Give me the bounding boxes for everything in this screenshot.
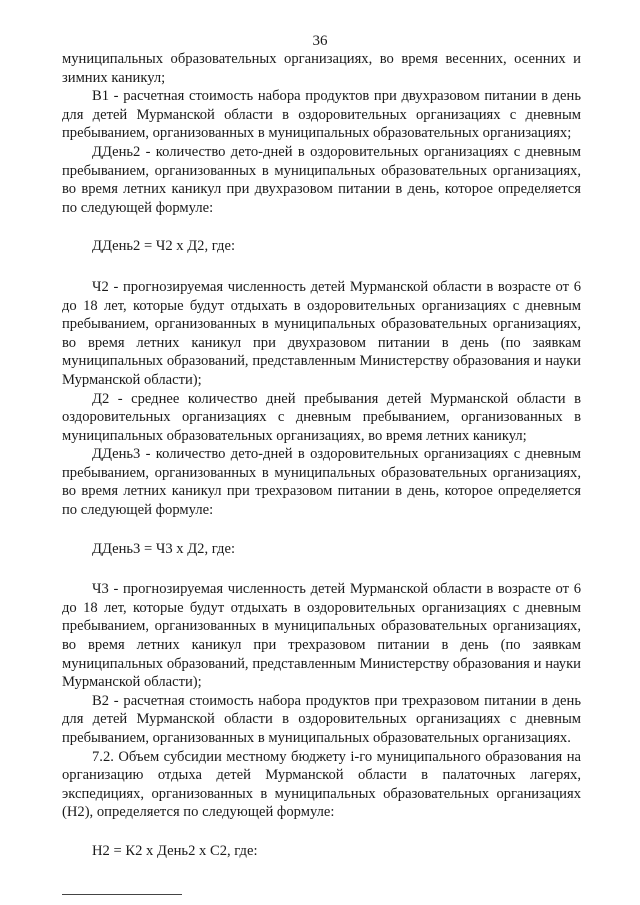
paragraph: ДДень2 - количество дето-дней в оздоровительных организациях с дневным пребыванием, организованных в муниципальных образовательных организациях, во время летних каникул при двухразовом питании в день, которое определяется по следующей формуле:: [62, 143, 581, 216]
paragraph: 7.2. Объем субсидии местному бюджету i-го муниципального образования на организацию отдыха детей Мурманской области в палаточных лагерях, экспедициях, организованных в муниципальных образовательных организациях (Н2), определяется по следующей формуле:: [62, 748, 581, 821]
paragraph: Ч3 - прогнозируемая численность детей Мурманской области в возрасте от 6 до 18 лет, которые будут отдыхать в оздоровительных организациях с дневным пребыванием, организованных в муниципальных образовательных организациях, во время летних каникул при трехразовом питании в день (по заявкам муниципальных образований, представленным Министерству образования и науки Мурманской области);: [62, 581, 581, 691]
footer-rule: [62, 894, 182, 895]
paragraph: ДДень3 - количество дето-дней в оздоровительных организациях с дневным пребыванием, организованных в муниципальных образовательных организациях, во время летних каникул при трехразовом питании в день, которое определяется по следующей формуле:: [62, 446, 581, 519]
paragraph: муниципальных образовательных организациях, во время весенних, осенних и зимних каникул;: [62, 51, 581, 86]
paragraph: В1 - расчетная стоимость набора продуктов при двухразовом питании в день для детей Мурманской области в оздоровительных организациях с дневным пребыванием, организованных в муниципальных образовательных организациях;: [62, 88, 581, 142]
formula-line: Н2 = К2 х День2 х С2, где:: [92, 842, 258, 859]
paragraph: В2 - расчетная стоимость набора продуктов при трехразовом питании в день для детей Мурманской области в оздоровительных организациях с дневным пребыванием, организованных в муниципальных образовательных организациях.: [62, 692, 581, 746]
formula-line: ДДень3 = Ч3 х Д2, где:: [92, 540, 235, 557]
paragraph: Ч2 - прогнозируемая численность детей Мурманской области в возрасте от 6 до 18 лет, которые будут отдыхать в оздоровительных организациях с дневным пребыванием, организованных в муниципальных образовательных организациях, во время летних каникул при двухразовом питании в день (по заявкам муниципальных образований, представленным Министерству образования и науки Мурманской области);: [62, 278, 581, 388]
paragraph: Д2 - среднее количество дней пребывания детей Мурманской области в оздоровительных организациях с дневным пребыванием, организованных в муниципальных образовательных организациях, во время летних каникул;: [62, 390, 581, 444]
document-body: [62, 50, 581, 861]
formula-line: ДДень2 = Ч2 х Д2, где:: [92, 238, 235, 255]
page-number: 36: [312, 33, 328, 49]
